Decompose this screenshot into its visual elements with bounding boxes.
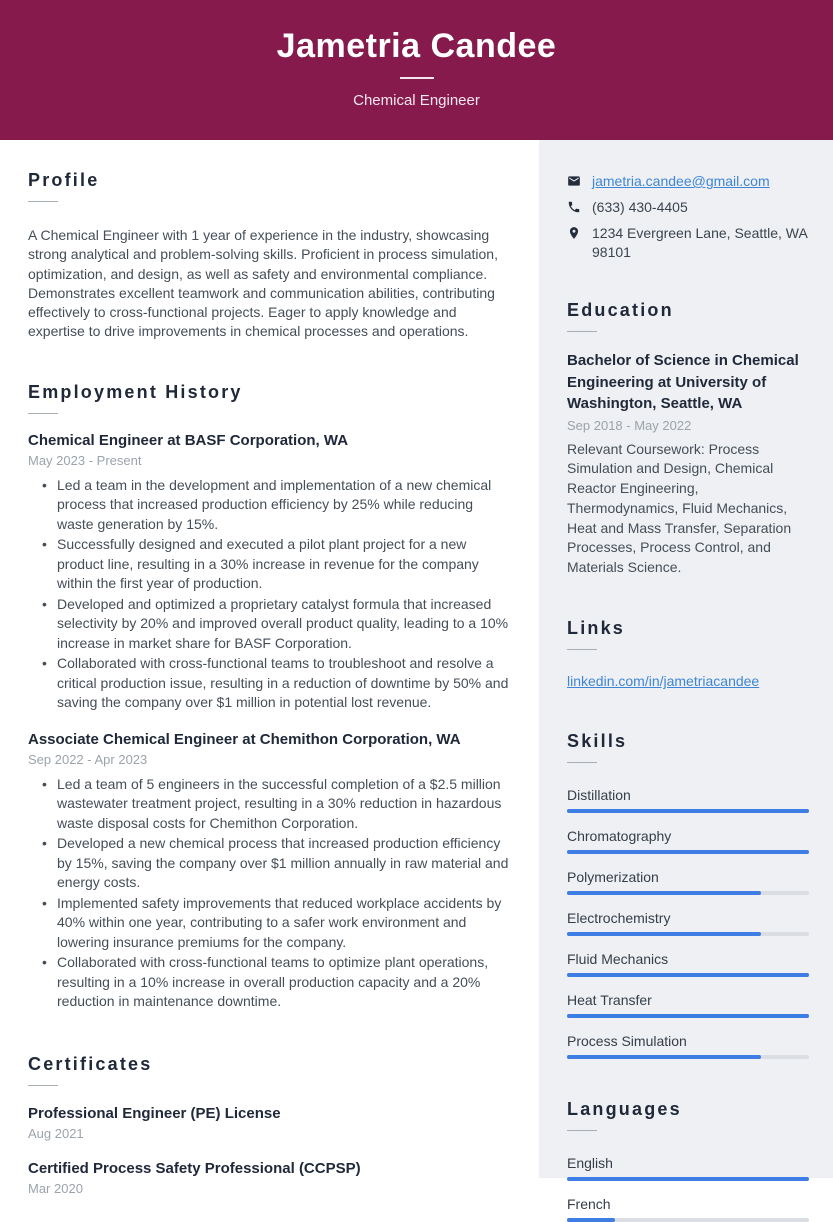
email-link[interactable]: jametria.candee@gmail.com (592, 173, 770, 189)
address-text: 1234 Evergreen Lane, Seattle, WA 98101 (592, 225, 808, 260)
languages-list (567, 1154, 809, 1222)
education-description: Relevant Coursework: Process Simulation and Design, Chemical Reactor Engineering, Thermodynamics, Fluid Mechanics, Heat and Mass Transfer, Separation Processes, Process Control, and Materials Science. (567, 440, 792, 576)
meter-item (567, 827, 809, 854)
certificate-entry (28, 1103, 509, 1141)
meter-fill (567, 1177, 809, 1181)
skills-heading: Skills (567, 731, 628, 752)
meter-item (567, 950, 809, 977)
heading-rule (28, 413, 58, 414)
meter-track (567, 891, 809, 895)
job-entry (28, 430, 509, 713)
language-name: English (567, 1155, 613, 1172)
language-name: French (567, 1196, 611, 1213)
job-bullets (28, 476, 509, 713)
education-dates: Sep 2018 - May 2022 (567, 417, 692, 433)
certificates-list (28, 1103, 509, 1196)
skills-list (567, 786, 809, 1059)
candidate-name: Jametria Candee (276, 27, 557, 65)
main-column (0, 140, 539, 1196)
profile-text: A Chemical Engineer with 1 year of experience in the industry, showcasing strong analytical and problem-solving skills. Proficient in process simulation, optimization, and design, as well as safety and environmental compliance. Demonstrates excellent teamwork and communication abilities, contributing effectively to cross-functional projects. Eager to apply knowledge and expertise to drive improvements in chemical processes and operations. (28, 227, 498, 340)
certificate-title: Certified Process Safety Professional (CCPSP) (28, 1159, 361, 1177)
contact-email-row (567, 172, 809, 191)
phone-icon (567, 200, 581, 214)
degree-title: Bachelor of Science in Chemical Engineering at University of Washington, Seattle, WA (567, 352, 799, 412)
meter-item (567, 909, 809, 936)
job-bullet: • Developed and optimized a proprietary catalyst formula that increased selectivity by 20% and improved overall product quality, leading to a 10% increase in market share for BASF Corporation. (40, 595, 509, 654)
languages-heading: Languages (567, 1099, 682, 1120)
heading-rule (567, 762, 597, 763)
skills-section (567, 731, 809, 1059)
meter-track (567, 1218, 809, 1222)
certificate-entry (28, 1158, 509, 1196)
contact-address-row (567, 224, 809, 262)
skill-name: Chromatography (567, 828, 672, 845)
profile-section (28, 170, 509, 342)
languages-section (567, 1099, 809, 1222)
meter-item (567, 1195, 809, 1222)
meter-track (567, 1014, 809, 1018)
meter-track (567, 973, 809, 977)
skill-name: Distillation (567, 787, 631, 804)
skill-name: Electrochemistry (567, 910, 671, 927)
linkedin-link[interactable]: linkedin.com/in/jametriacandee (567, 673, 760, 690)
job-bullet: • Implemented safety improvements that reduced workplace accidents by 40% within one year, contributing to a safer work environment and lowering insurance premiums for the company. (40, 894, 509, 953)
meter-track (567, 1055, 809, 1059)
heading-rule (28, 201, 58, 202)
heading-rule (28, 1085, 58, 1086)
education-section (567, 300, 809, 578)
job-bullet: • Led a team in the development and implementation of a new chemical process that increased production efficiency by 25% while reducing waste generation by 15%. (40, 476, 509, 535)
job-bullet: • Successfully designed and executed a pilot plant project for a new product line, resulting in a 30% increase in revenue for the company within the first year of production. (40, 535, 509, 594)
job-bullet: • Collaborated with cross-functional teams to optimize plant operations, resulting in a 10% increase in overall production capacity and a 20% reduction in maintenance downtime. (40, 953, 509, 1012)
employment-section (28, 382, 509, 1012)
skill-name: Polymerization (567, 869, 659, 886)
job-bullet: • Developed a new chemical process that increased production efficiency by 15%, saving the company over $1 million annually in raw material and energy costs. (40, 834, 509, 893)
phone-number: (633) 430-4405 (592, 199, 688, 215)
heading-rule (567, 649, 597, 650)
heading-rule (567, 331, 597, 332)
location-pin-icon (567, 226, 581, 240)
meter-item (567, 991, 809, 1018)
job-bullet: • Collaborated with cross-functional teams to troubleshoot and resolve a critical production issue, resulting in a reduction of downtime by 50% and saving the company over $1 million in potential lost revenue. (40, 654, 509, 713)
skill-name: Fluid Mechanics (567, 951, 669, 968)
meter-fill (567, 932, 761, 936)
header-divider (400, 77, 434, 79)
meter-track (567, 850, 809, 854)
certificates-section (28, 1054, 509, 1196)
meter-item (567, 868, 809, 895)
job-title: Associate Chemical Engineer at Chemithon Corporation, WA (28, 730, 461, 748)
contact-block (567, 172, 809, 262)
job-title: Chemical Engineer at BASF Corporation, WA (28, 431, 349, 449)
skill-name: Heat Transfer (567, 992, 652, 1009)
education-heading: Education (567, 300, 674, 320)
heading-rule (567, 1130, 597, 1131)
meter-track (567, 809, 809, 813)
employment-jobs (28, 430, 509, 1012)
candidate-role: Chemical Engineer (353, 92, 480, 109)
meter-fill (567, 1055, 761, 1059)
meter-fill (567, 850, 809, 854)
meter-fill (567, 1218, 615, 1222)
email-icon (567, 174, 581, 188)
job-dates: Sep 2022 - Apr 2023 (28, 751, 148, 767)
profile-heading: Profile (28, 170, 100, 190)
job-bullet: • Led a team of 5 engineers in the successful completion of a $2.5 million wastewater treatment project, resulting in a 30% reduction in hazardous waste disposal costs for Chemithon Corporation. (40, 775, 509, 834)
links-list (567, 673, 809, 691)
skill-name: Process Simulation (567, 1033, 687, 1050)
sidebar-column (539, 140, 833, 1213)
job-dates: May 2023 - Present (28, 452, 142, 468)
contact-phone-row (567, 198, 809, 217)
meter-item (567, 786, 809, 813)
resume-header (0, 0, 833, 140)
certificate-date: Mar 2020 (28, 1180, 83, 1196)
job-bullets (28, 775, 509, 1012)
job-entry (28, 729, 509, 1012)
certificates-heading: Certificates (28, 1053, 153, 1074)
meter-item (567, 1154, 809, 1181)
meter-fill (567, 809, 809, 813)
meter-fill (567, 1014, 809, 1018)
meter-track (567, 932, 809, 936)
meter-fill (567, 973, 809, 977)
employment-heading: Employment History (28, 381, 243, 402)
meter-item (567, 1032, 809, 1059)
certificate-title: Professional Engineer (PE) License (28, 1104, 281, 1122)
meter-fill (567, 891, 761, 895)
links-heading: Links (567, 618, 626, 639)
meter-track (567, 1177, 809, 1181)
certificate-date: Aug 2021 (28, 1125, 84, 1141)
links-section (567, 618, 809, 691)
